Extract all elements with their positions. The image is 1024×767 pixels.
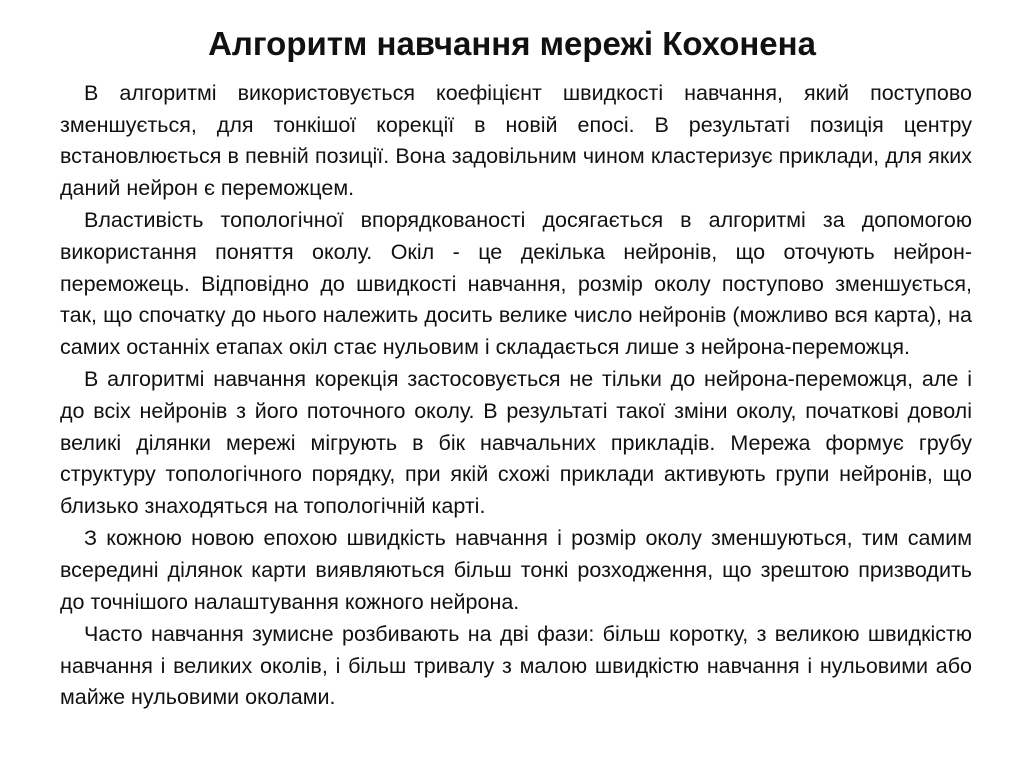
paragraph-neighborhood-correction: В алгоритмі навчання корекція застосовується не тільки до нейрона-переможця, але і до всіх нейронів з його поточного околу. В результаті такої зміни околу, початкові доволі великі ділянки мережі мігрують в бік навчальних прикладів. Мережа формує грубу структуру топологічного порядку, при якій схожі приклади активують групи нейронів, що близько знаходяться на топологічній карті.: [60, 367, 972, 518]
paragraph-topological-order: Властивість топологічної впорядкованості досягається в алгоритмі за допомогою використання поняття околу. Окіл - це декілька нейронів, що оточують нейрон-переможець. Відповідно до швидкості навчання, розмір околу поступово зменшується, так, що спочатку до нього належить досить велике число нейронів (можливо вся карта), на самих останніх етапах окіл стає нульовим і складається лише з нейрона-переможця.: [60, 208, 972, 359]
slide-body: [60, 78, 972, 715]
paragraph-two-phases: Часто навчання зумисне розбивають на дві фази: більш коротку, з великою швидкістю навчання і великих околів, і більш тривалу з малою швидкістю навчання і нульовими або майже нульовими околами.: [60, 622, 972, 710]
paragraph-learning-rate: В алгоритмі використовується коефіцієнт швидкості навчання, який поступово зменшується, для тонкішої корекції в новій епосі. В результаті позиція центру встановлюється в певній позиції. Вона задовільним чином кластеризує приклади, для яких даний нейрон є переможцем.: [60, 81, 972, 200]
slide-title: Алгоритм навчання мережі Кохонена: [208, 25, 816, 62]
paragraph-epoch-decrease: З кожною новою епохою швидкість навчання і розмір околу зменшуються, тим самим всередині ділянок карти виявляються більш тонкі розходження, що зрештою призводить до точнішого налаштування кожного нейрона.: [60, 526, 972, 614]
